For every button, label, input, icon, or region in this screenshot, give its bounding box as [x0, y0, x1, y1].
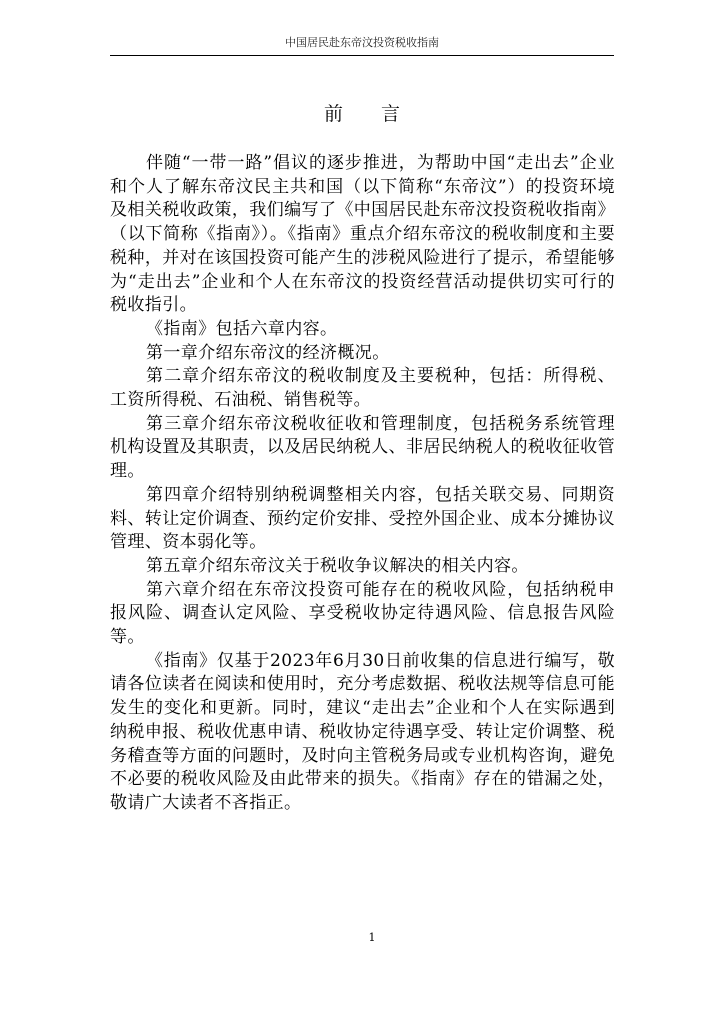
- page-number: 1: [368, 931, 376, 944]
- preface-body: [110, 152, 615, 816]
- paragraph-chapter-5: 第五章介绍东帝汶关于税收争议解决的相关内容。: [146, 555, 529, 576]
- paragraph-intro: 伴随“一带一路”倡议的逐步推进，为帮助中国“走出去”企业和个人了解东帝汶民主共和国（以下简称“东帝汶”）的投资环境及相关税收政策，我们编写了《中国居民赴东帝汶投资税收指南》（以下简称《指南》）。《指南》重点介绍东帝汶的税收制度和主要税种，并对在该国投资可能产生的涉税风险进行了提示，希望能够为“走出去”企业和个人在东帝汶的投资经营活动提供切实可行的税收指引。: [110, 153, 615, 316]
- paragraph-chapter-4: 第四章介绍特别纳税调整相关内容，包括关联交易、同期资料、转让定价调查、预约定价安排、受控外国企业、成本分摊协议管理、资本弱化等。: [110, 484, 615, 553]
- paragraph-chapter-3: 第三章介绍东帝汶税收征收和管理制度，包括税务系统管理机构设置及其职责，以及居民纳税人、非居民纳税人的税收征收管理。: [110, 413, 615, 482]
- page-title: 前言: [323, 103, 438, 125]
- running-header: 中国居民赴东帝汶投资税收指南: [285, 36, 439, 49]
- paragraph-chapter-6: 第六章介绍在东帝汶投资可能存在的税收风险，包括纳税申报风险、调查认定风险、享受税收协定待遇风险、信息报告风险等。: [110, 579, 615, 648]
- paragraph-disclaimer: 《指南》仅基于2023年6月30日前收集的信息进行编写，敬请各位读者在阅读和使用时，充分考虑数据、税收法规等信息可能发生的变化和更新。同时，建议“走出去”企业和个人在实际遇到纳税申报、税收优惠申请、税收协定待遇享受、转让定价调整、税务稽查等方面的问题时，及时向主管税务局或专业机构咨询，避免不必要的税收风险及由此带来的损失。《指南》存在的错漏之处，敬请广大读者不吝指正。: [110, 650, 615, 813]
- paragraph-chapter-1: 第一章介绍东帝汶的经济概况。: [146, 342, 390, 363]
- header-divider: [110, 55, 614, 56]
- paragraph-chapter-2: 第二章介绍东帝汶的税收制度及主要税种，包括：所得税、工资所得税、石油税、销售税等。: [110, 366, 615, 411]
- paragraph-overview: 《指南》包括六章内容。: [146, 318, 338, 339]
